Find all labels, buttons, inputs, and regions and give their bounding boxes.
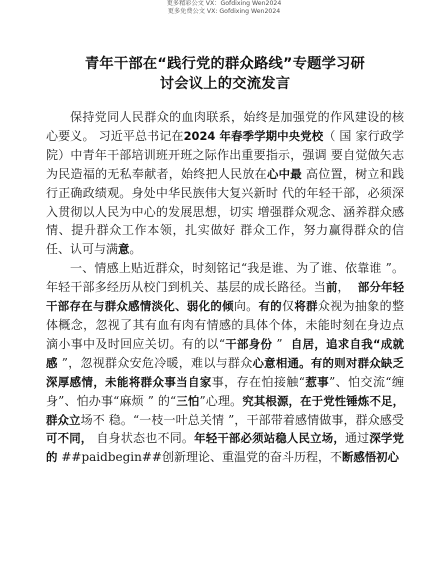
p2-text-6: ” [272, 336, 283, 351]
p2-text-7: ”，忽视群众安危冷暖，难以与群众 [57, 355, 253, 370]
p1-bold-1: 2024 年春季学期中央党校 [183, 128, 324, 143]
p2-text-10: ”心理。 [199, 393, 243, 408]
p2-text-15: 创新理论、重温党的奋斗历程，不 [161, 450, 342, 465]
p2-bold-8: 惹事 [304, 374, 330, 389]
p2-bold-13: 深学党的 [46, 431, 404, 465]
p1-bold-2: 心中最 [266, 166, 302, 181]
p2-bold-7: 心意相通。有的则对群众缺乏深厚感情，未能将群众事当自家 [46, 355, 404, 389]
p2-bold-10: 究其根源，在于党性锤炼不足，群众立 [46, 393, 404, 427]
p1-text-4: 。 [129, 242, 142, 257]
p1-text-3: 高位置，树立和践行正确政绩观。身处中华民族伟大复兴新时 代的年轻干部，必须深入贯彻以人民为中心的发展思想，切实 增强群众观念、涵养群众感情、提升群众工作本领，扎实做好 群众工作，努力赢得群众的信任、认可与满 [46, 166, 404, 257]
p2-bold-6: 自居，追求自我“成就感 [46, 336, 404, 370]
page-header [0, 0, 448, 16]
p2-bold-2: 部分年轻干部存在与群众感情淡化、弱化的倾 [46, 280, 404, 314]
p2-text-11: 场不 稳。“一枝一叶总关情 ”，干部带着感情做事，群众感受 [80, 412, 404, 427]
p2-text-3: 向。 [233, 299, 259, 314]
p1-bold-3: 意 [118, 242, 130, 257]
title-line-1: 青年干部在“践行党的群众路线”专题学习研 [84, 56, 366, 72]
p2-text-13: 通过 [344, 431, 370, 446]
header-line-1: 更多精彩公文 VX：Gofdixing Wen2024 [166, 0, 282, 7]
p2-bold-11: 可不同， [46, 431, 93, 446]
p2-text-14: ##paidbegin## [61, 450, 162, 465]
document-body [46, 108, 404, 467]
p2-bold-4: 将群 [294, 299, 318, 314]
p2-text-9: ”、怕交流“缠身”、怕办事“麻烦 ” 的“ [46, 374, 404, 408]
p2-text-4: 仅 [282, 299, 295, 314]
p2-text-1: 一、情感上贴近群众，时刻铭记“我是谁、为了谁、依靠谁 ”。年轻干部多经历从校门到机关、基层的成长路径。当 [46, 261, 404, 295]
paragraph-1 [46, 108, 404, 259]
p2-text-8: 事，存在怕接触“ [211, 374, 305, 389]
p2-bold-3: 有的 [258, 299, 283, 314]
title-line-2: 讨会议上的交流发言 [159, 76, 291, 92]
document-title [46, 54, 404, 94]
p2-bold-14: 断感悟初心 [341, 450, 399, 465]
p2-text-2: ， [337, 280, 350, 295]
paragraph-2 [46, 259, 404, 467]
p2-text-5: 众视为抽象的整体概念，忽视了其有血有肉有情感的具体个体，未能时刻在身边点滴小事中及时回应关切。有的以“ [46, 299, 404, 351]
p2-bold-5: 干部身份 [224, 336, 273, 351]
p1-text-2: （ 国 家行政学院）中青年干部培训班开班之际作出重要指示，强调 要自觉做矢志为民造福的无私奉献者，始终把人民放在 [46, 128, 404, 181]
p2-text-12: 自身状态也不同。 [92, 431, 195, 446]
p1-text-1: 保持党同人民群众的血肉联系，始终是加强党的作风建设的核心要义。 习近平总书记在 [46, 110, 404, 143]
p2-bold-9: 三怕 [176, 393, 200, 408]
header-line-2: 更多免费公文 VX: Gofdixing Wen2024 [167, 8, 281, 15]
p2-bold-12: 年轻干部必须站稳人民立场， [194, 431, 345, 446]
p2-bold-1: 前 [325, 280, 338, 295]
